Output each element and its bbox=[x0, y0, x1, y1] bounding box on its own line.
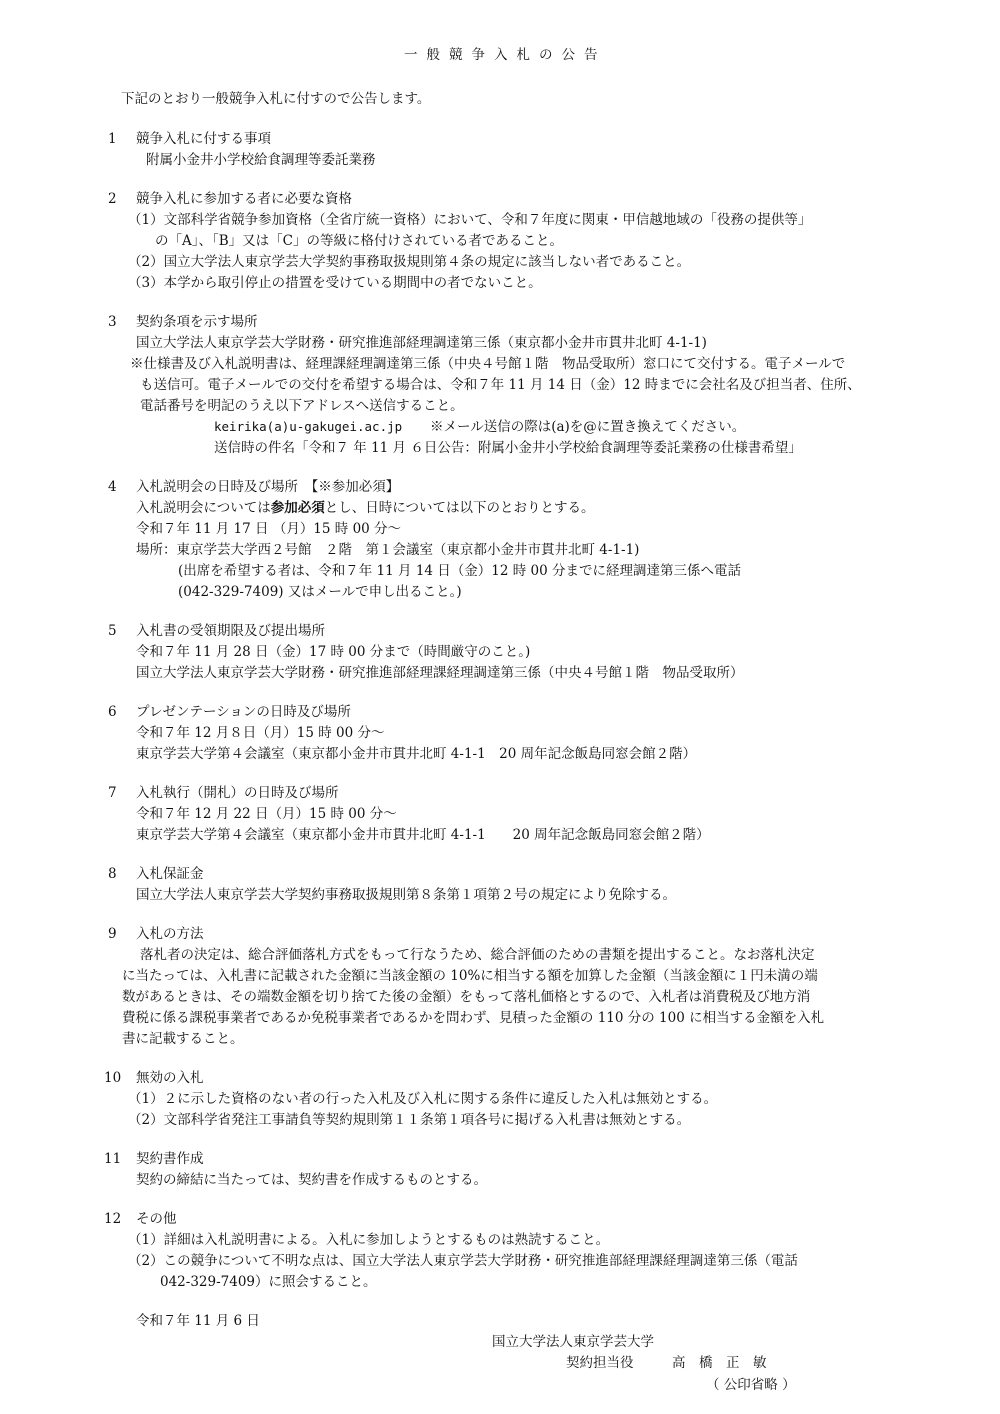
section-title: 入札保証金 bbox=[136, 866, 204, 882]
section-10-line: （2）文部科学省発注工事請負等契約規則第１１条第１項各号に掲げる入札書は無効とする。 bbox=[128, 1112, 691, 1128]
section-title: 入札書の受領期限及び提出場所 bbox=[136, 623, 325, 639]
section-6-heading bbox=[108, 703, 351, 721]
section-4-line: (出席を希望する者は、令和７年 11 月 14 日（金）12 時 00 分までに経理調達第三係へ電話 bbox=[178, 563, 742, 579]
section-6-line: 令和７年 12 月８日（月）15 時 00 分～ bbox=[136, 725, 385, 741]
section-2-line: （3）本学から取引停止の措置を受けている期間中の者でないこと。 bbox=[128, 275, 542, 291]
section-3-line: ※仕様書及び入札説明書は、経理課経理調達第三係（中央４号館１階 物品受取所）窓口にて交付する。電子メールで bbox=[130, 356, 846, 372]
section-2-line: （1）文部科学省競争参加資格（全省庁統一資格）において、令和７年度に関東・甲信越地域の「役務の提供等」 bbox=[128, 212, 812, 228]
section-9-heading bbox=[108, 925, 204, 943]
section-4-line: 令和７年 11 月 17 日 （月）15 時 00 分～ bbox=[136, 521, 402, 537]
section-12-line: 042-329-7409）に照会すること。 bbox=[160, 1274, 377, 1290]
section-number: 4 bbox=[108, 479, 117, 495]
section-number: 12 bbox=[104, 1211, 122, 1227]
intro-text: 下記のとおり一般競争入札に付すので公告します。 bbox=[121, 91, 431, 107]
section-title: 入札執行（開札）の日時及び場所 bbox=[136, 785, 339, 801]
email-subject: 送信時の件名「令和７ 年 11 月 ６日公告：附属小金井小学校給食調理等委託業務の仕様書希望」 bbox=[214, 440, 802, 456]
section-number: 8 bbox=[108, 866, 117, 882]
section-6-line: 東京学芸大学第４会議室（東京都小金井市貫井北町 4-1-1 20 周年記念飯島同窓会館２階） bbox=[136, 746, 697, 762]
section-11-line: 契約の締結に当たっては、契約書を作成するものとする。 bbox=[136, 1172, 487, 1188]
section-number: 9 bbox=[108, 926, 117, 942]
section-9-line: 数があるときは、その端数金額を切り捨てた後の金額）をもって落札価格とするので、入札者は消費税及び地方消 bbox=[122, 989, 811, 1005]
section-9-line: 落札者の決定は、総合評価落札方式をもって行なうため、総合評価のための書類を提出すること。なお落札決定 bbox=[140, 947, 815, 963]
section-2-heading bbox=[108, 190, 352, 208]
section-title: 入札説明会の日時及び場所 【※参加必須】 bbox=[136, 479, 400, 495]
section-title: 契約書作成 bbox=[136, 1151, 204, 1167]
section-number: 11 bbox=[104, 1151, 122, 1167]
section-9-line: に当たっては、入札書に記載された金額に当該金額の 10%に相当する額を加算した金額（当該金額に１円未満の端 bbox=[122, 968, 818, 984]
section-title: 契約条項を示す場所 bbox=[136, 314, 258, 330]
section-5-line: 令和７年 11 月 28 日（金）17 時 00 分まで（時間厳守のこと。) bbox=[136, 644, 531, 660]
section-3-line: 電話番号を明記のうえ以下アドレスへ送信すること。 bbox=[140, 398, 464, 414]
section-10-heading bbox=[104, 1069, 204, 1087]
section-title: 競争入札に参加する者に必要な資格 bbox=[136, 191, 352, 207]
section-3-line: 国立大学法人東京学芸大学財務・研究推進部経理調達第三係（東京都小金井市貫井北町 4-1-1) bbox=[136, 335, 707, 351]
section-number: 2 bbox=[108, 191, 117, 207]
seal-omitted-note: （ 公印省略 ） bbox=[706, 1377, 796, 1393]
section-title: 競争入札に付する事項 bbox=[136, 131, 271, 147]
email-note: ※メール送信の際は(a)を@に置き換えてください。 bbox=[430, 419, 746, 435]
section-12-heading bbox=[104, 1210, 177, 1228]
section-2-line: （2）国立大学法人東京学芸大学契約事務取扱規則第４条の規定に該当しない者であること。 bbox=[128, 254, 691, 270]
document-title: 一般競争入札の公告 bbox=[404, 47, 607, 63]
section-7-heading bbox=[108, 784, 339, 802]
section-8-line: 国立大学法人東京学芸大学契約事務取扱規則第８条第１項第２号の規定により免除する。 bbox=[136, 887, 676, 903]
section-7-line: 東京学芸大学第４会議室（東京都小金井市貫井北町 4-1-1 20 周年記念飯島同窓会館２階） bbox=[136, 827, 710, 843]
section-4-line: 場所：東京学芸大学西２号館 ２階 第１会議室（東京都小金井市貫井北町 4-1-1) bbox=[136, 542, 640, 558]
section-8-heading bbox=[108, 865, 204, 883]
text-segment: とし、日時については以下のとおりとする。 bbox=[324, 500, 595, 516]
section-11-heading bbox=[104, 1150, 204, 1168]
section-12-line: （2）この競争について不明な点は、国立大学法人東京学芸大学財務・研究推進部経理課経理調達第三係（電話 bbox=[128, 1253, 798, 1269]
section-10-line: （1）２に示した資格のない者の行った入札及び入札に関する条件に違反した入札は無効とする。 bbox=[128, 1091, 718, 1107]
section-12-line: （1）詳細は入札説明書による。入札に参加しようとするものは熟読すること。 bbox=[128, 1232, 610, 1248]
section-title: 入札の方法 bbox=[136, 926, 204, 942]
section-title: 無効の入札 bbox=[136, 1070, 204, 1086]
section-number: 1 bbox=[108, 131, 117, 147]
section-2-line: の「A」、「B」又は「C」の等級に格付けされている者であること。 bbox=[155, 233, 563, 249]
section-number: 6 bbox=[108, 704, 117, 720]
notice-date: 令和７年 11 月 6 日 bbox=[136, 1313, 260, 1329]
section-title: その他 bbox=[136, 1211, 177, 1227]
section-number: 7 bbox=[108, 785, 117, 801]
section-9-line: 書に記載すること。 bbox=[122, 1031, 244, 1047]
section-9-line: 費税に係る課税事業者であるか免税事業者であるかを問わず、見積った金額の 110 分の 100 に相当する金額を入札 bbox=[122, 1010, 825, 1026]
section-number: 3 bbox=[108, 314, 117, 330]
section-4-heading bbox=[108, 478, 399, 496]
section-number: 5 bbox=[108, 623, 117, 639]
section-4-line: (042-329-7409) 又はメールで申し出ること。) bbox=[178, 584, 462, 600]
signer-role: 契約担当役 bbox=[566, 1355, 634, 1371]
contact-email: keirika(a)u-gakugei.ac.jp bbox=[214, 419, 403, 434]
section-4-line bbox=[136, 499, 594, 517]
section-3-heading bbox=[108, 313, 258, 331]
section-5-heading bbox=[108, 622, 325, 640]
section-1-body: 附属小金井小学校給食調理等委託業務 bbox=[146, 152, 376, 168]
text-segment: 入札説明会については bbox=[136, 500, 271, 516]
section-7-line: 令和７年 12 月 22 日（月）15 時 00 分～ bbox=[136, 806, 397, 822]
signer-name: 高 橋 正 敏 bbox=[672, 1355, 767, 1371]
required-emphasis: 参加必須 bbox=[270, 500, 325, 516]
section-5-line: 国立大学法人東京学芸大学財務・研究推進部経理課経理調達第三係（中央４号館１階 物品受取所） bbox=[136, 665, 744, 681]
section-title: プレゼンテーションの日時及び場所 bbox=[136, 704, 351, 720]
section-3-line: も送信可。電子メールでの交付を希望する場合は、令和７年 11 月 14 日（金）12 時までに会社名及び担当者、住所、 bbox=[140, 377, 861, 393]
issuing-organization: 国立大学法人東京学芸大学 bbox=[492, 1334, 654, 1350]
section-number: 10 bbox=[104, 1070, 122, 1086]
section-1-heading bbox=[108, 130, 271, 148]
